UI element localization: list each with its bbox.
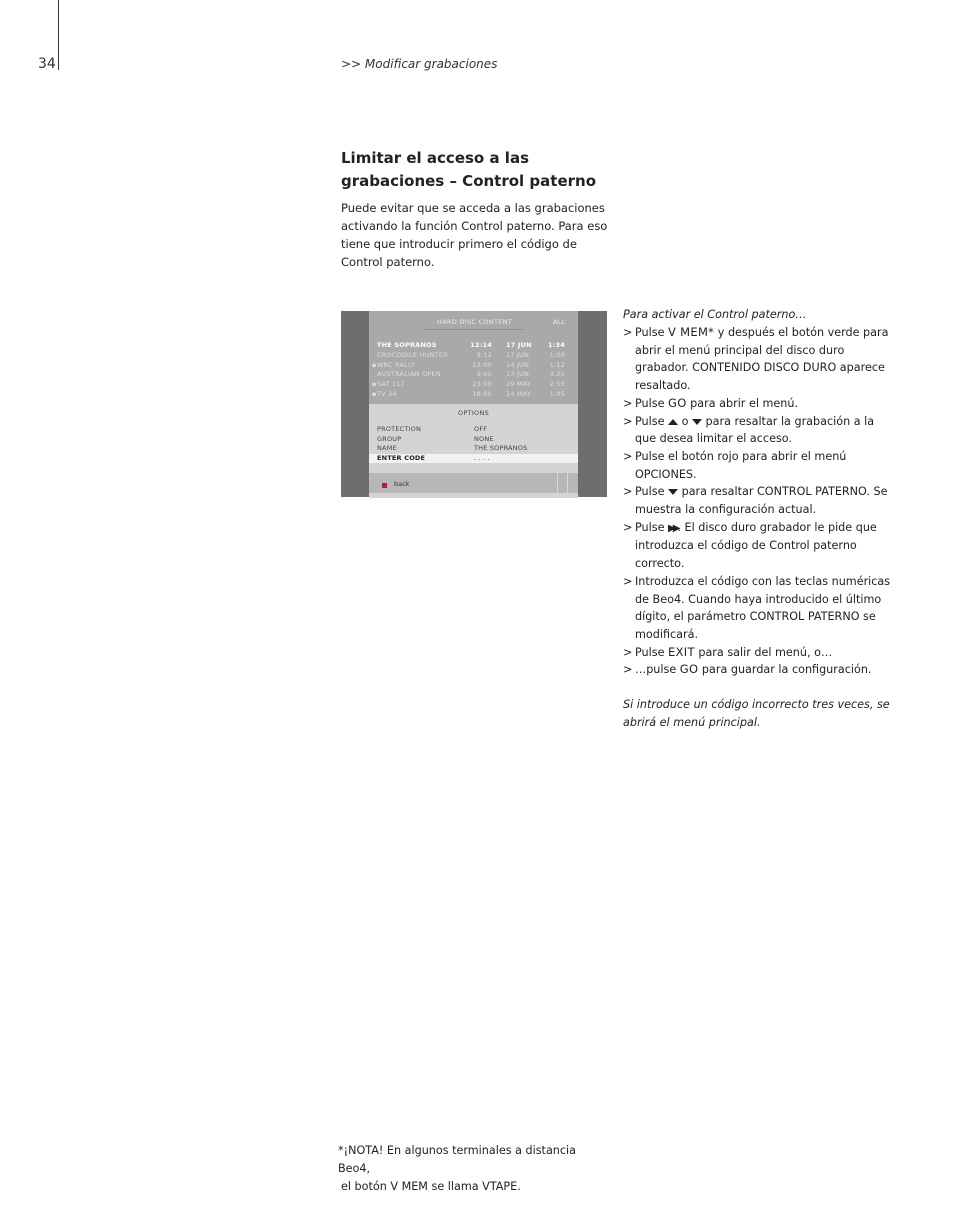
footnote-line: el botón V MEM se llama VTAPE. — [341, 1180, 521, 1193]
step-text: Pulse — [635, 414, 669, 428]
recording-name: WRC RALLY — [377, 360, 416, 369]
step-text: Pulse — [635, 485, 669, 499]
instructions-column — [623, 306, 893, 732]
running-header: >> Modificar grabaciones — [341, 57, 498, 71]
instruction-step — [623, 573, 893, 644]
option-value-name: THE SOPRANOS — [474, 444, 528, 452]
recording-name: AUSTRALIAN OPEN — [377, 370, 441, 379]
bullet-arrow: > — [623, 520, 633, 534]
option-value-protection: OFF — [474, 425, 488, 433]
step-text: Introduzca el código con las teclas numéricas de Beo4. Cuando haya introducido el último dígito, el parámetro CONTROL PATERNO se modificará. — [635, 574, 891, 641]
bullet-arrow: > — [623, 574, 633, 588]
recording-length: 1:05 — [549, 389, 565, 398]
fast-forward-icon: ▶▶ — [668, 522, 678, 534]
instruction-step — [623, 395, 893, 413]
step-text: Pulse — [635, 645, 669, 659]
step-text: para abrir el menú. — [686, 396, 799, 410]
bullet-arrow: > — [623, 326, 633, 339]
note-text: Si introduce un código incorrecto tres veces, se abrirá el menú principal. — [623, 698, 890, 730]
recording-length: 1:12 — [549, 360, 565, 369]
recording-row[interactable] — [369, 390, 578, 400]
bullet-arrow: > — [623, 663, 633, 677]
step-text: para resaltar la grabación a la que desea limitar el acceso. — [635, 414, 875, 446]
vmem-key: V MEM* — [668, 325, 715, 339]
recording-marker: ▪ — [372, 389, 377, 398]
go-key: GO — [668, 395, 687, 410]
up-arrow-icon — [668, 419, 678, 425]
step-text: para salir del menú, o… — [694, 645, 833, 659]
bullet-arrow: > — [623, 414, 633, 428]
option-label-enter-code[interactable]: ENTER CODE — [377, 454, 426, 462]
step-text: Pulse — [635, 396, 669, 410]
recording-marker: ▪ — [372, 360, 377, 369]
instruction-step — [623, 324, 893, 395]
recording-time: 23:00 — [472, 380, 492, 389]
step-text: …pulse — [635, 663, 680, 677]
menu-heading: HARD DISC CONTENT — [437, 318, 513, 326]
menu-filter: ALL — [553, 318, 566, 326]
instruction-step — [623, 661, 893, 679]
options-title: OPTIONS — [457, 409, 490, 417]
recording-row[interactable] — [369, 341, 578, 351]
recording-time: 12:00 — [472, 360, 492, 369]
step-text: o — [678, 414, 692, 428]
recording-row[interactable] — [369, 380, 578, 390]
recording-date: 14 JUN — [506, 360, 530, 369]
page-margin-rule — [58, 0, 59, 70]
menu-panel — [369, 311, 578, 497]
bullet-arrow: > — [623, 645, 633, 659]
step-text: para resaltar CONTROL PATERNO. Se muestra la configuración actual. — [635, 485, 888, 517]
intro-paragraph: Puede evitar que se acceda a las grabaciones activando la función Control paterno. Para eso tiene que introducir primero el código de Control paterno. — [341, 201, 608, 269]
instructions-subtitle: Para activar el Control paterno… — [623, 308, 807, 321]
recording-name: SAT 117 — [377, 380, 406, 389]
recording-name: TV 24 — [377, 389, 397, 398]
menu-footer — [369, 473, 578, 493]
down-arrow-icon — [692, 419, 702, 425]
recording-length: 3:25 — [549, 370, 565, 379]
recording-marker: ▪ — [372, 380, 377, 389]
tv-menu-screenshot — [341, 311, 607, 497]
recording-time: 18:00 — [472, 389, 492, 398]
recording-date: 17 JUN — [506, 341, 532, 349]
instruction-step — [623, 448, 893, 483]
recording-row[interactable] — [369, 351, 578, 361]
step-text: Pulse el botón rojo para abrir el menú OPCIONES. — [635, 449, 847, 481]
instruction-step — [623, 519, 893, 573]
recording-date: 17 JUN — [506, 350, 530, 359]
recording-length: 1:34 — [548, 341, 565, 349]
recording-name: CROCODILE HUNTER — [377, 350, 448, 359]
instruction-step — [623, 413, 893, 448]
code-entry-field[interactable]: . . . . — [474, 454, 490, 462]
option-label-protection[interactable]: PROTECTION — [377, 425, 422, 433]
page-number: 34 — [38, 56, 56, 72]
go-key: GO — [679, 662, 699, 677]
red-button-icon — [382, 483, 387, 488]
recording-time: 9:12 — [476, 350, 492, 359]
instruction-step — [623, 644, 893, 662]
recording-date: 13 JUN — [506, 370, 530, 379]
instruction-step — [623, 483, 893, 518]
footnote-line: *¡NOTA! En algunos terminales a distancia Beo4, — [338, 1144, 577, 1175]
recording-name: THE SOPRANOS — [377, 341, 437, 349]
footer-divider — [567, 473, 568, 493]
recording-date: 29 MAY — [506, 380, 532, 389]
bullet-arrow: > — [623, 485, 633, 499]
step-text: . El disco duro grabador le pide que introduzca el código de Control paterno correcto. — [635, 520, 877, 571]
step-text: y después el botón verde para abrir el menú principal del disco duro grabador. CONTENIDO DISCO DURO aparece resaltado. — [635, 326, 889, 393]
option-label-name[interactable]: NAME — [377, 444, 397, 452]
bullet-arrow: > — [623, 396, 633, 410]
recording-length: 1:00 — [549, 350, 565, 359]
hard-disc-content-list — [369, 311, 578, 404]
recording-time: 12:14 — [470, 341, 492, 349]
recording-time: 9:00 — [476, 370, 492, 379]
back-button[interactable]: back — [394, 480, 410, 488]
recording-row[interactable] — [369, 361, 578, 371]
step-text: Pulse — [635, 520, 669, 534]
bullet-arrow: > — [623, 449, 633, 463]
step-text: Pulse — [635, 326, 669, 339]
option-value-group: NONE — [474, 435, 494, 443]
recording-date: 24 MAY — [506, 389, 532, 398]
step-text: para guardar la configuración. — [698, 663, 872, 677]
option-label-group[interactable]: GROUP — [377, 435, 402, 443]
recording-row[interactable] — [369, 370, 578, 380]
footnote — [338, 1142, 608, 1196]
exit-key: EXIT — [668, 644, 695, 659]
section-title: Limitar el acceso a las grabaciones – Control paterno — [341, 149, 596, 190]
heading-divider — [423, 329, 523, 330]
recording-length: 2:55 — [549, 380, 565, 389]
footer-divider — [557, 473, 558, 493]
down-arrow-icon — [668, 489, 678, 495]
